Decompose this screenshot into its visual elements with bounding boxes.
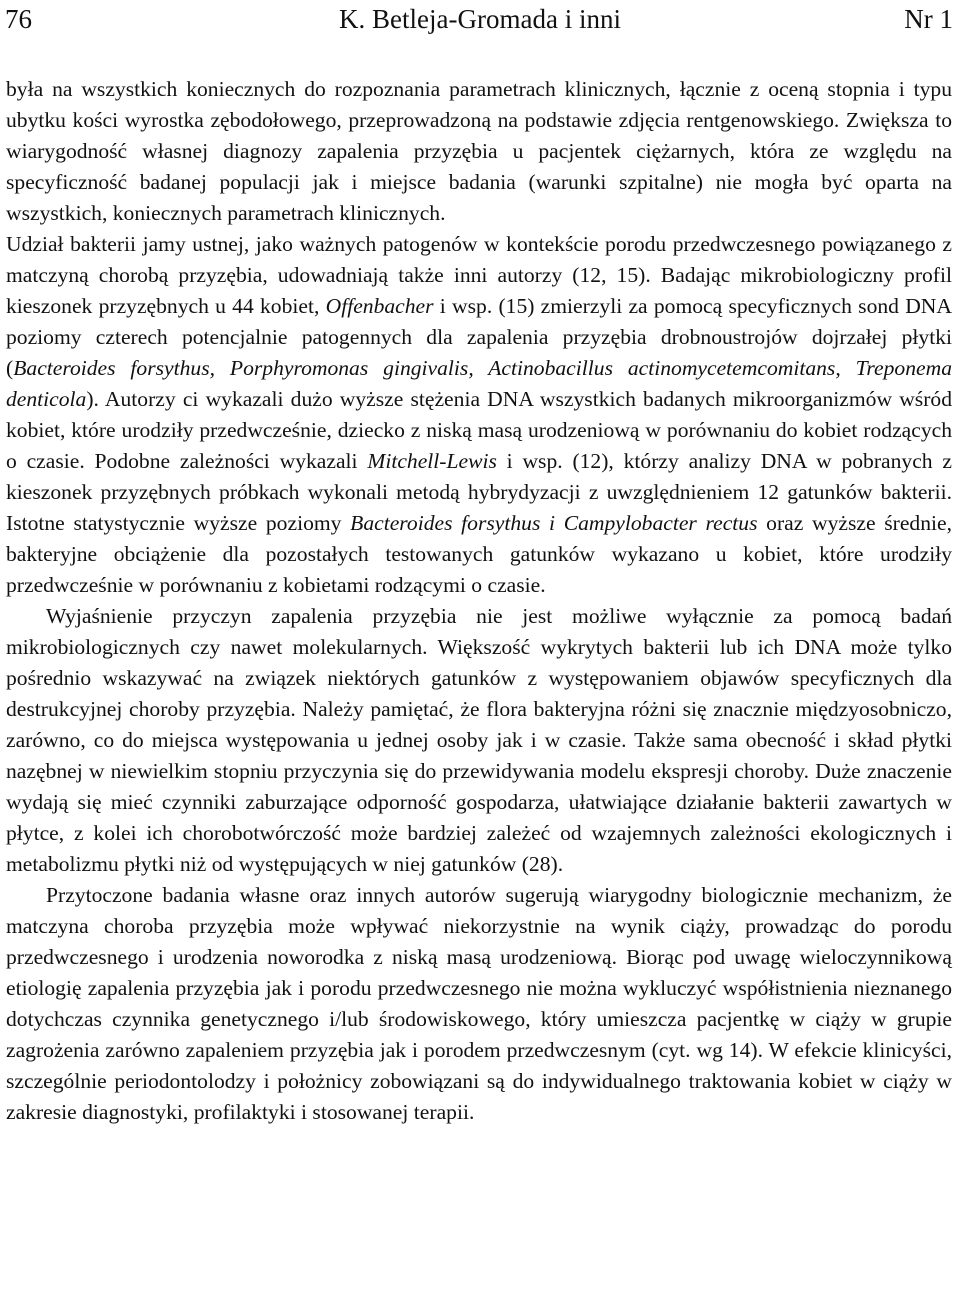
- text-run: była na wszystkich koniecznych do rozpoznania parametrach klinicznych, łącznie z oceną stopnia i typu ubytku kości wyrostka zębodołowego, przeprowadzoną na podstawie zdjęcia rentgenowskiego. Zwiększa to wiarygodność własnej diagnozy zapalenia przyzębia u pacjentek ciężarnych, która ze względu na specyficzność badanej populacji jak i miejsce badania (warunki szpitalne) nie mogła być oparta na wszystkich, koniecznych parametrach klinicznych.: [6, 77, 952, 225]
- paragraph: [6, 74, 952, 229]
- text-run: oraz wyższe średnie, bakteryjne obciążenie dla pozostałych testowanych gatunków wykazano u kobiet, które urodziły przedwcześnie w porównaniu z kobietami rodzącymi o czasie.: [6, 511, 952, 597]
- text-run: Udział bakterii jamy ustnej, jako ważnych patogenów w kontekście porodu przedwczesnego powiązanego z matczyną chorobą przyzębia, udowadniają także inni autorzy (12, 15). Badając mikrobiologiczny profil kieszonek przyzębnych u 44 kobiet,: [6, 232, 952, 318]
- paragraph: [6, 880, 952, 1128]
- article-body: [6, 74, 952, 1128]
- italic-text: Bacteroides forsythus, Porphyromonas gingivalis, Actinobacillus actinomycetemcomitans, Treponema denticola: [6, 356, 952, 411]
- paragraph: [6, 601, 952, 880]
- issue-number: Nr 1: [904, 4, 953, 34]
- italic-text: Offenbacher: [325, 294, 434, 318]
- running-head-authors: K. Betleja-Gromada i inni: [339, 4, 621, 34]
- italic-text: Mitchell-Lewis: [367, 449, 497, 473]
- italic-text: Bacteroides forsythus i Campylobacter rectus: [350, 511, 758, 535]
- running-header: [0, 0, 960, 40]
- text-run: ). Autorzy ci wykazali dużo wyższe stężenia DNA wszystkich badanych mikroorganizmów wśród kobiet, które urodziły przedwcześnie, dziecko z niską masą urodzeniową w porównaniu do kobiet rodzących o czasie. Podobne zależności wykazali: [6, 387, 952, 473]
- text-run: Przytoczone badania własne oraz innych autorów sugerują wiarygodny biologicznie mechanizm, że matczyna choroba przyzębia może wpływać niekorzystnie na wynik ciąży, prowadząc do porodu przedwczesnego i urodzenia noworodka z niską masą urodzeniową. Biorąc pod uwagę wieloczynnikową etiologię zapalenia przyzębia jak i porodu przedwczesnego nie można wykluczyć współistnienia nieznanego dotychczas czynnika genetycznego i/lub środowiskowego, który umieszcza pacjentkę w ciąży w grupie zagrożenia zarówno zapaleniem przyzębia jak i porodem przedwczesnym (cyt. wg 14). W efekcie klinicyści, szczególnie periodontolodzy i położnicy zobowiązani są do indywidualnego traktowania kobiet w ciąży w zakresie diagnostyki, profilaktyki i stosowanej terapii.: [6, 883, 952, 1124]
- text-run: i wsp. (15) zmierzyli za pomocą specyficznych sond DNA poziomy czterech potencjalnie patogennych dla zapalenia przyzębia drobnoustrojów dojrzałej płytki (: [6, 294, 952, 380]
- page-number: 76: [5, 4, 32, 34]
- text-run: Wyjaśnienie przyczyn zapalenia przyzębia nie jest możliwe wyłącznie za pomocą badań mikrobiologicznych czy nawet molekularnych. Większość wykrytych bakterii lub ich DNA może tylko pośrednio wskazywać na związek niektórych gatunków z występowaniem objawów specyficznych dla destrukcyjnej choroby przyzębia. Należy pamiętać, że flora bakteryjna różni się znacznie międzyosobniczo, zarówno, co do miejsca występowania u jednej osoby jak i w czasie. Także sama obecność i skład płytki nazębnej w niewielkim stopniu przyczynia się do przewidywania modelu ekspresji choroby. Duże znaczenie wydają się mieć czynniki zaburzające odporność gospodarza, ułatwiające działanie bakterii zawartych w płytce, z kolei ich chorobotwórczość może bardziej zależeć od wzajemnych zależności ekologicznych i metabolizmu płytki niż od występujących w niej gatunków (28).: [6, 604, 952, 876]
- text-run: i wsp. (12), którzy analizy DNA w pobranych z kieszonek przyzębnych próbkach wykonali metodą hybrydyzacji z uwzględnieniem 12 gatunków bakterii. Istotne statystycznie wyższe poziomy: [6, 449, 952, 535]
- paragraph: [6, 229, 952, 601]
